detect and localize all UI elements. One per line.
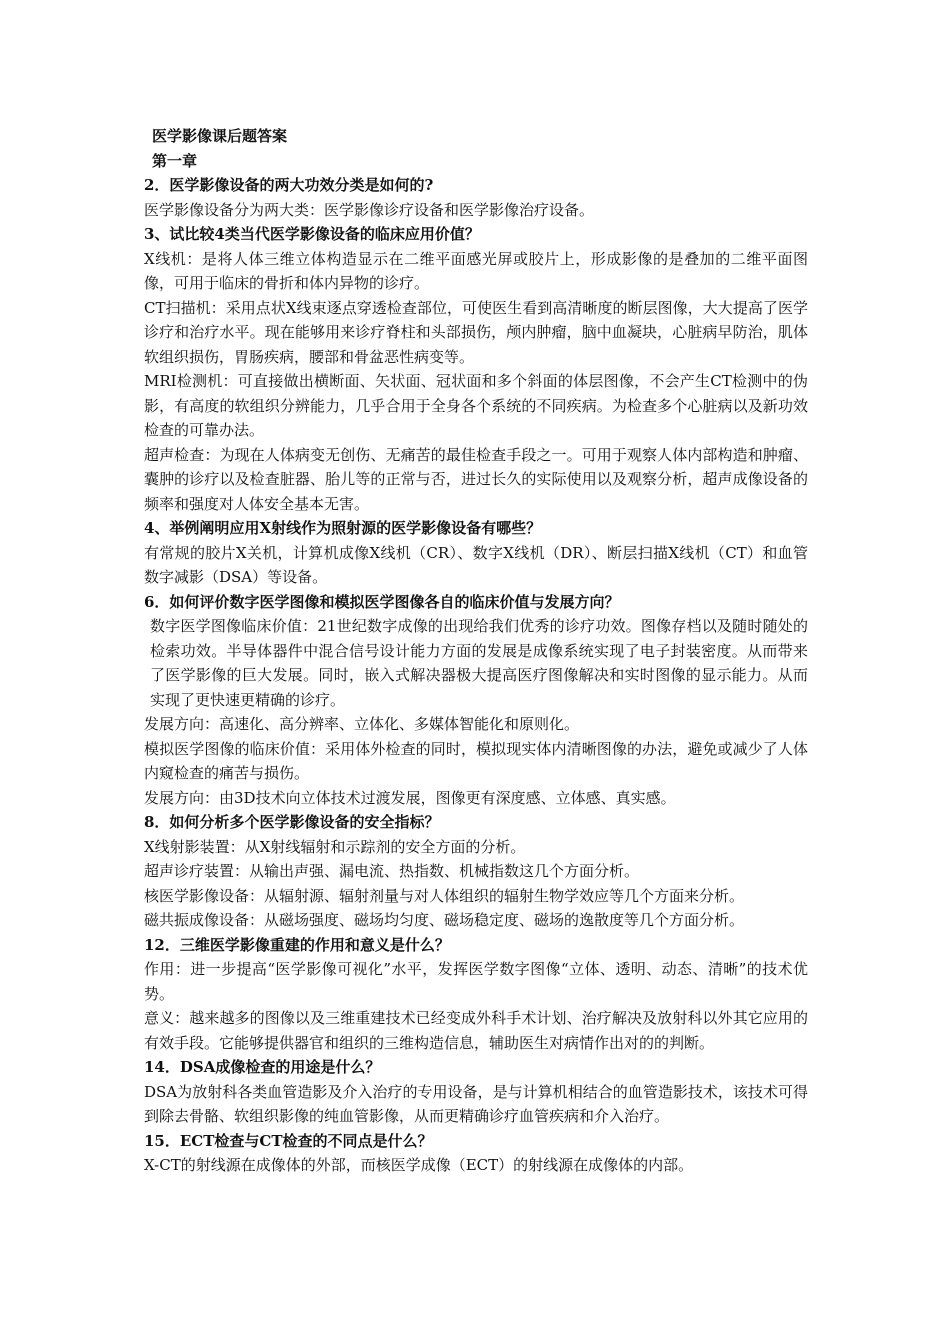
- question-heading: 15．ECT检查与CT检查的不同点是什么？: [144, 1131, 433, 1150]
- answer-paragraph: 发展方向：高速化、高分辨率、立体化、多媒体智能化和原则化。: [144, 715, 580, 733]
- answer-paragraph: X-CT的射线源在成像体的外部，而核医学成像（ECT）的射线源在成像体的内部。: [144, 1156, 694, 1174]
- answer-paragraph: 核医学影像设备：从辐射源、辐射剂量与对人体组织的辐射生物学效应等几个方面来分析。: [144, 886, 745, 905]
- chapter-heading: 第一章: [152, 151, 198, 170]
- question-heading: 8．如何分析多个医学影像设备的安全指标？: [144, 813, 440, 831]
- answer-paragraph: 数字医学图像临床价值：21世纪数字成像的出现给我们优秀的诊疗功效。图像存档以及随时随处的检索功效。半导体器件中混合信号设计能力方面的发展是成像系统实现了电子封装密度。从而带来了医学影像的巨大发展。同时，嵌入式解决器极大提高医疗图像解决和实时图像的显示能力。从而实现了更快速更精确的诊疗。: [150, 617, 808, 709]
- answer-paragraph: DSA为放射科各类血管造影及介入治疗的专用设备，是与计算机相结合的血管造影技术，该技术可得到除去骨骼、软组织影像的纯血管影像，从而更精确诊疗血管疾病和介入治疗。: [144, 1082, 808, 1125]
- answer-paragraph: 发展方向：由3D技术向立体技术过渡发展，图像更有深度感、立体感、真实感。: [144, 788, 676, 807]
- question-heading: 2．医学影像设备的两大功效分类是如何的?: [144, 176, 434, 194]
- document-title: 医学影像课后题答案: [152, 127, 288, 145]
- answer-paragraph: 模拟医学图像的临床价值：采用体外检查的同时，模拟现实体内清晰图像的办法，避免或减少了人体内窥检查的痛苦与损伤。: [144, 739, 808, 782]
- answer-paragraph: MRI检测机：可直接做出横断面、矢状面、冠状面和多个斜面的体层图像，不会产生CT检测中的伪影，有高度的软组织分辨能力，几乎合用于全身各个系统的不同疾病。为检查多个心脏病以及新功效检查的可靠办法。: [144, 372, 808, 439]
- section-q3: [144, 222, 808, 516]
- answer-paragraph: X线射影装置：从X射线辐射和示踪剂的安全方面的分析。: [144, 837, 526, 856]
- question-heading: 3、试比较4类当代医学影像设备的临床应用价值？: [144, 225, 480, 243]
- question-heading: 14．DSA成像检查的用途是什么？: [144, 1058, 381, 1076]
- document-page: [144, 124, 808, 1178]
- answer-paragraph: 意义：越来越多的图像以及三维重建技术已经变成外科手术计划、治疗解决及放射科以外其它应用的有效手段。它能够提供器官和组织的三维构造信息，辅助医生对病情作出对的的判断。: [144, 1009, 808, 1052]
- section-q14: [144, 1055, 808, 1129]
- section-q8: [144, 810, 808, 933]
- section-q2: [144, 173, 808, 222]
- question-heading: 4、举例阐明应用X射线作为照射源的医学影像设备有哪些？: [144, 519, 542, 537]
- answer-paragraph: 超声诊疗装置：从输出声强、漏电流、热指数、机械指数这几个方面分析。: [144, 862, 640, 880]
- answer-paragraph: 超声检查：为现在人体病变无创伤、无痛苦的最佳检查手段之一。可用于观察人体内部构造和肿瘤、囊肿的诊疗以及检查脏器、胎儿等的正常与否，进过长久的实际使用以及观察分析，超声成像设备的频率和强度对人体安全基本无害。: [144, 445, 808, 513]
- section-q12: [144, 933, 808, 1056]
- answer-paragraph: 有常规的胶片X关机，计算机成像X线机（CR）、数字X线机（DR）、断层扫描X线机（CT）和血管数字减影（DSA）等设备。: [144, 543, 808, 586]
- section-q15: [144, 1129, 808, 1178]
- section-q6: [144, 590, 808, 811]
- answer-paragraph: 作用：进一步提高“医学影像可视化”水平，发挥医学数字图像“立体、透明、动态、清晰”的技术优势。: [144, 960, 808, 1003]
- answer-paragraph: 医学影像设备分为两大类：医学影像诊疗设备和医学影像治疗设备。: [144, 200, 595, 219]
- question-heading: 6．如何评价数字医学图像和模拟医学图像各自的临床价值与发展方向？: [144, 592, 620, 611]
- answer-paragraph: X线机：是将人体三维立体构造显示在二维平面感光屏或胶片上，形成影像的是叠加的二维平面图像，可用于临床的骨折和体内异物的诊疗。: [144, 249, 808, 292]
- answer-paragraph: CT扫描机：采用点状X线束逐点穿透检查部位，可使医生看到高清晰度的断层图像，大大提高了医学诊疗和治疗水平。现在能够用来诊疗脊柱和头部损伤，颅内肿瘤，脑中血凝块，心脏病早防治，肌体软组织损伤，胃肠疾病，腰部和骨盆恶性病变等。: [144, 298, 808, 366]
- section-q4: [144, 516, 808, 590]
- answer-paragraph: 磁共振成像设备：从磁场强度、磁场均匀度、磁场稳定度、磁场的逸散度等几个方面分析。: [144, 911, 745, 929]
- question-heading: 12．三维医学影像重建的作用和意义是什么？: [144, 935, 450, 954]
